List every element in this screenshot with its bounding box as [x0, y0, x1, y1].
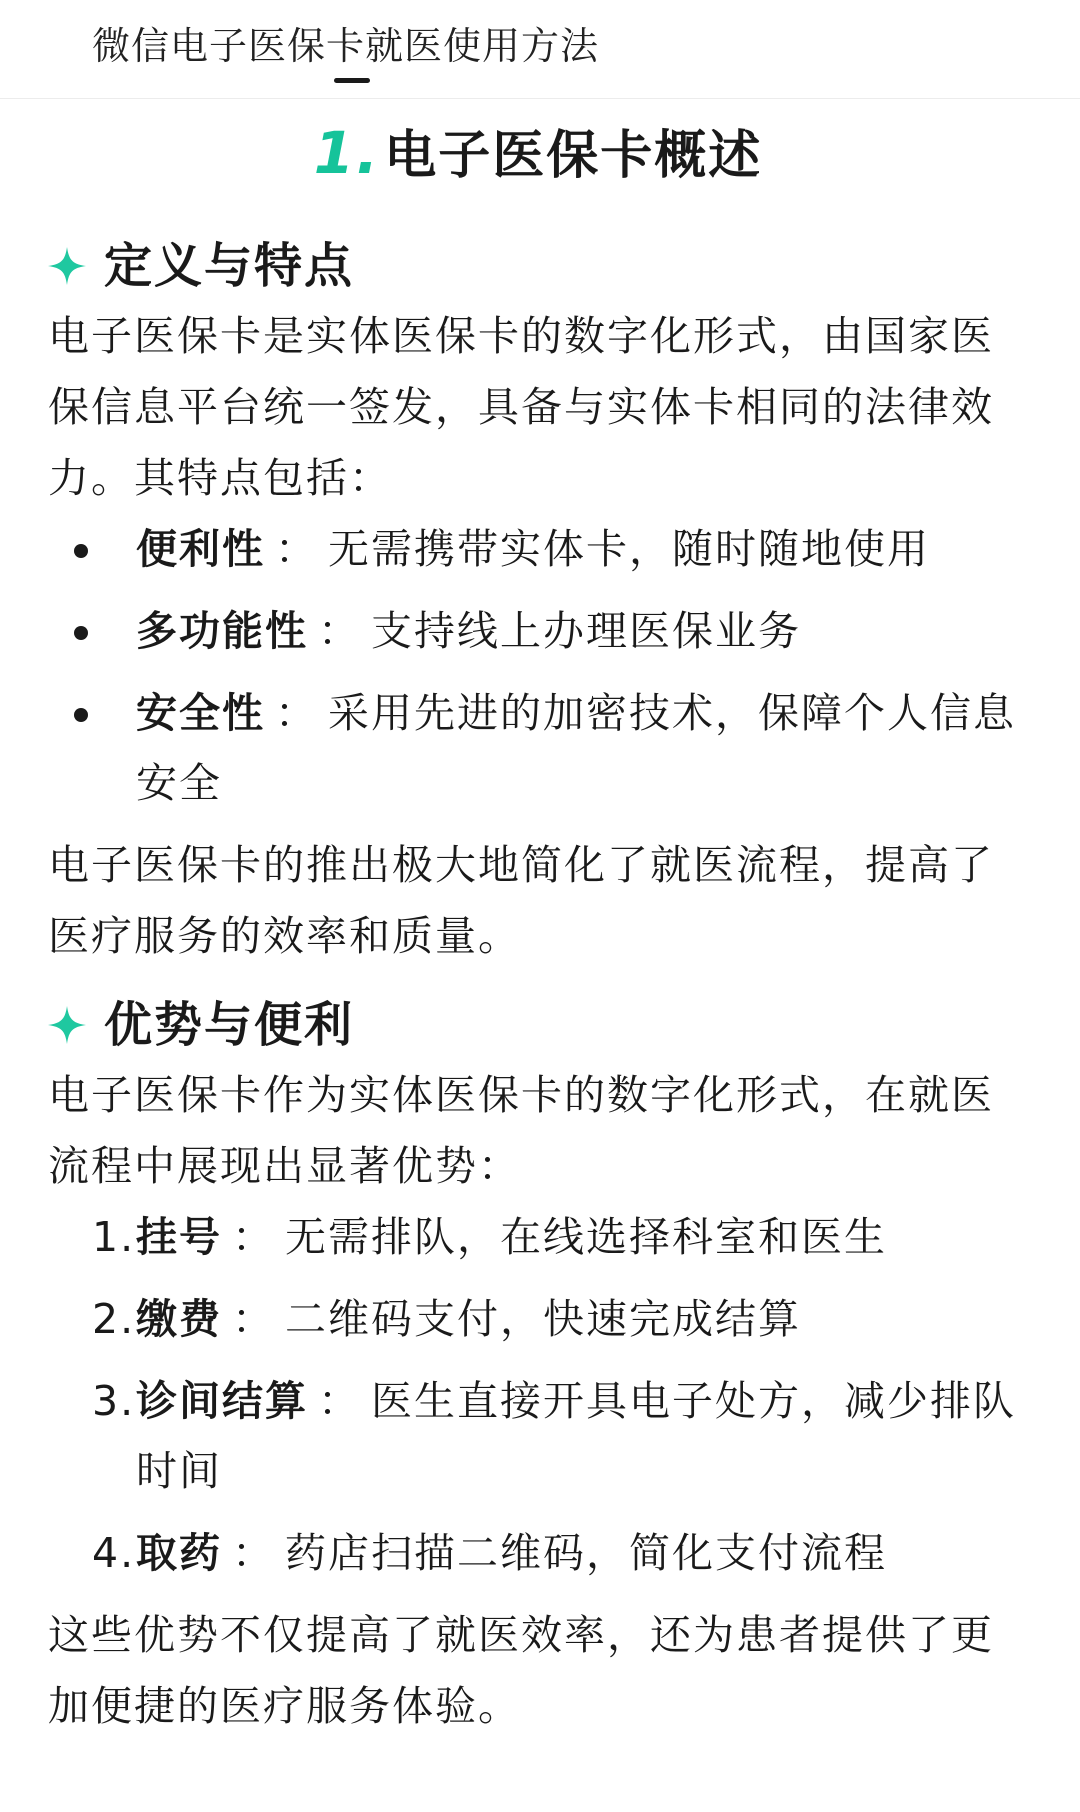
item-separator: ： — [232, 1213, 275, 1261]
item-desc: 支持线上办理医保业务 — [371, 607, 801, 655]
item-term: 便利性 — [136, 525, 265, 573]
item-number: 2. — [92, 1295, 136, 1343]
section-title — [310, 113, 770, 196]
list-item — [48, 1366, 1032, 1506]
advantages-intro: 电子医保卡作为实体医保卡的数字化形式，在就医流程中展现出显著优势： — [48, 1071, 994, 1190]
item-number: 1. — [92, 1213, 136, 1261]
bullet-dot — [74, 708, 88, 722]
item-separator: ： — [275, 689, 318, 737]
item-desc: 医生直接开具电子处方，减少排队时间 — [136, 1377, 1016, 1495]
list-item — [48, 1284, 1032, 1354]
item-separator: ： — [318, 607, 361, 655]
list-item — [48, 678, 1032, 818]
item-desc: 药店扫描二维码，简化支付流程 — [285, 1529, 887, 1577]
active-tab-indicator — [334, 78, 370, 83]
item-term: 诊间结算 — [136, 1377, 308, 1425]
list-item — [48, 1202, 1032, 1272]
tab-title[interactable]: 微信电子医保卡就医使用方法 — [92, 24, 600, 68]
item-term: 多功能性 — [136, 607, 308, 655]
definition-heading-text: 定义与特点 — [104, 238, 355, 294]
item-number: 4. — [92, 1529, 136, 1577]
section-number: 1. — [313, 119, 381, 187]
item-term: 取药 — [136, 1529, 222, 1577]
sparkle-icon — [48, 247, 86, 285]
section-title-wrap — [48, 113, 1032, 213]
bullet-dot — [74, 544, 88, 558]
advantages-outro: 这些优势不仅提高了就医效率，还为患者提供了更加便捷的医疗服务体验。 — [48, 1611, 994, 1730]
definition-intro: 电子医保卡是实体医保卡的数字化形式，由国家医保信息平台统一签发，具备与实体卡相同的法律效力。其特点包括： — [48, 312, 994, 502]
advantage-list — [48, 1202, 1032, 1588]
top-tab-bar — [0, 0, 1080, 99]
section-title-text: 电子医保卡概述 — [384, 126, 763, 186]
bullet-dot — [74, 626, 88, 640]
sparkle-icon — [48, 1006, 86, 1044]
advantages-heading — [48, 990, 1032, 1060]
item-desc: 无需携带实体卡，随时随地使用 — [328, 525, 930, 573]
article-content — [0, 113, 1080, 1742]
list-item — [48, 596, 1032, 666]
item-desc: 二维码支付，快速完成结算 — [285, 1295, 801, 1343]
definition-heading — [48, 231, 1032, 301]
item-separator: ： — [232, 1295, 275, 1343]
item-desc: 无需排队，在线选择科室和医生 — [285, 1213, 887, 1261]
item-separator: ： — [275, 525, 318, 573]
item-term: 安全性 — [136, 689, 265, 737]
item-term: 缴费 — [136, 1295, 222, 1343]
list-item — [48, 514, 1032, 584]
item-separator: ： — [318, 1377, 361, 1425]
advantages-heading-text: 优势与便利 — [104, 997, 355, 1053]
item-term: 挂号 — [136, 1213, 222, 1261]
feature-list — [48, 514, 1032, 818]
definition-outro: 电子医保卡的推出极大地简化了就医流程，提高了医疗服务的效率和质量。 — [48, 841, 994, 960]
item-separator: ： — [232, 1529, 275, 1577]
item-number: 3. — [92, 1377, 136, 1425]
item-desc: 采用先进的加密技术，保障个人信息安全 — [136, 689, 1016, 807]
list-item — [48, 1518, 1032, 1588]
